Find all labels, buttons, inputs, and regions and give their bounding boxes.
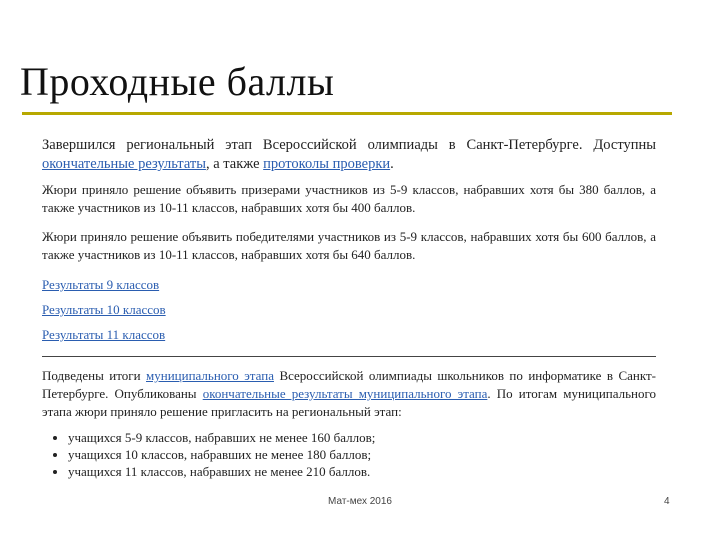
footer-text: Мат-мех 2016 xyxy=(328,496,392,507)
municipal-paragraph xyxy=(42,367,656,421)
municipal-stage-link[interactable]: муниципального этапа xyxy=(146,368,274,383)
requirements-list xyxy=(42,429,656,480)
final-results-link[interactable]: окончательные результаты xyxy=(42,156,206,172)
intro-and-also: , а также xyxy=(205,156,260,172)
results-item xyxy=(42,276,656,294)
intro-line1: Завершился региональный этап Всероссийской олимпиады в Санкт-Петербурге. xyxy=(42,137,583,153)
results-grade-10-link[interactable]: Результаты 10 классов xyxy=(42,302,166,317)
content-screenshot xyxy=(42,136,656,480)
title-underline xyxy=(22,112,672,115)
divider xyxy=(42,356,656,357)
municipal-part1: Подведены итоги xyxy=(42,368,141,383)
winner-paragraph: Жюри приняло решение объявить победителями участников из 5-9 классов, набравших хотя бы 600 баллов, а также участников из 10-11 классов, набравших хотя бы 640 баллов. xyxy=(42,229,656,262)
municipal-part2: Всероссийской олимпиады школьников по информатике в Санкт-Петербурге. Опубликованы xyxy=(42,368,657,401)
results-item xyxy=(42,301,656,319)
list-item: • учащихся 5-9 классов, набравших не менее 160 баллов; xyxy=(68,429,656,446)
results-grade-11-link[interactable]: Результаты 11 классов xyxy=(42,327,166,342)
intro-end: . xyxy=(390,156,394,172)
list-item: • учащихся 11 классов, набравших не менее 210 баллов. xyxy=(68,463,656,480)
municipal-results-link[interactable]: окончательные результаты муниципального этапа xyxy=(202,386,488,401)
municipal-part3: . По итогам муниципального этапа жюри приняло решение пригласить на региональный этап: xyxy=(42,386,657,419)
intro-paragraph xyxy=(42,136,656,174)
list-item: • учащихся 10 классов, набравших не менее 180 баллов; xyxy=(68,446,656,463)
intro-available: Доступны xyxy=(593,137,656,153)
prize-paragraph: Жюри приняло решение объявить призерами участников из 5-9 классов, набравших хотя бы 380 баллов, а также участников из 10-11 классов, набравших хотя бы 400 баллов. xyxy=(42,182,656,215)
results-grade-9-link[interactable]: Результаты 9 классов xyxy=(42,277,160,292)
results-item xyxy=(42,326,656,344)
slide-title: Проходные баллы xyxy=(20,59,335,104)
page-number: 4 xyxy=(664,496,670,507)
protocols-link[interactable]: протоколы проверки xyxy=(263,156,391,172)
